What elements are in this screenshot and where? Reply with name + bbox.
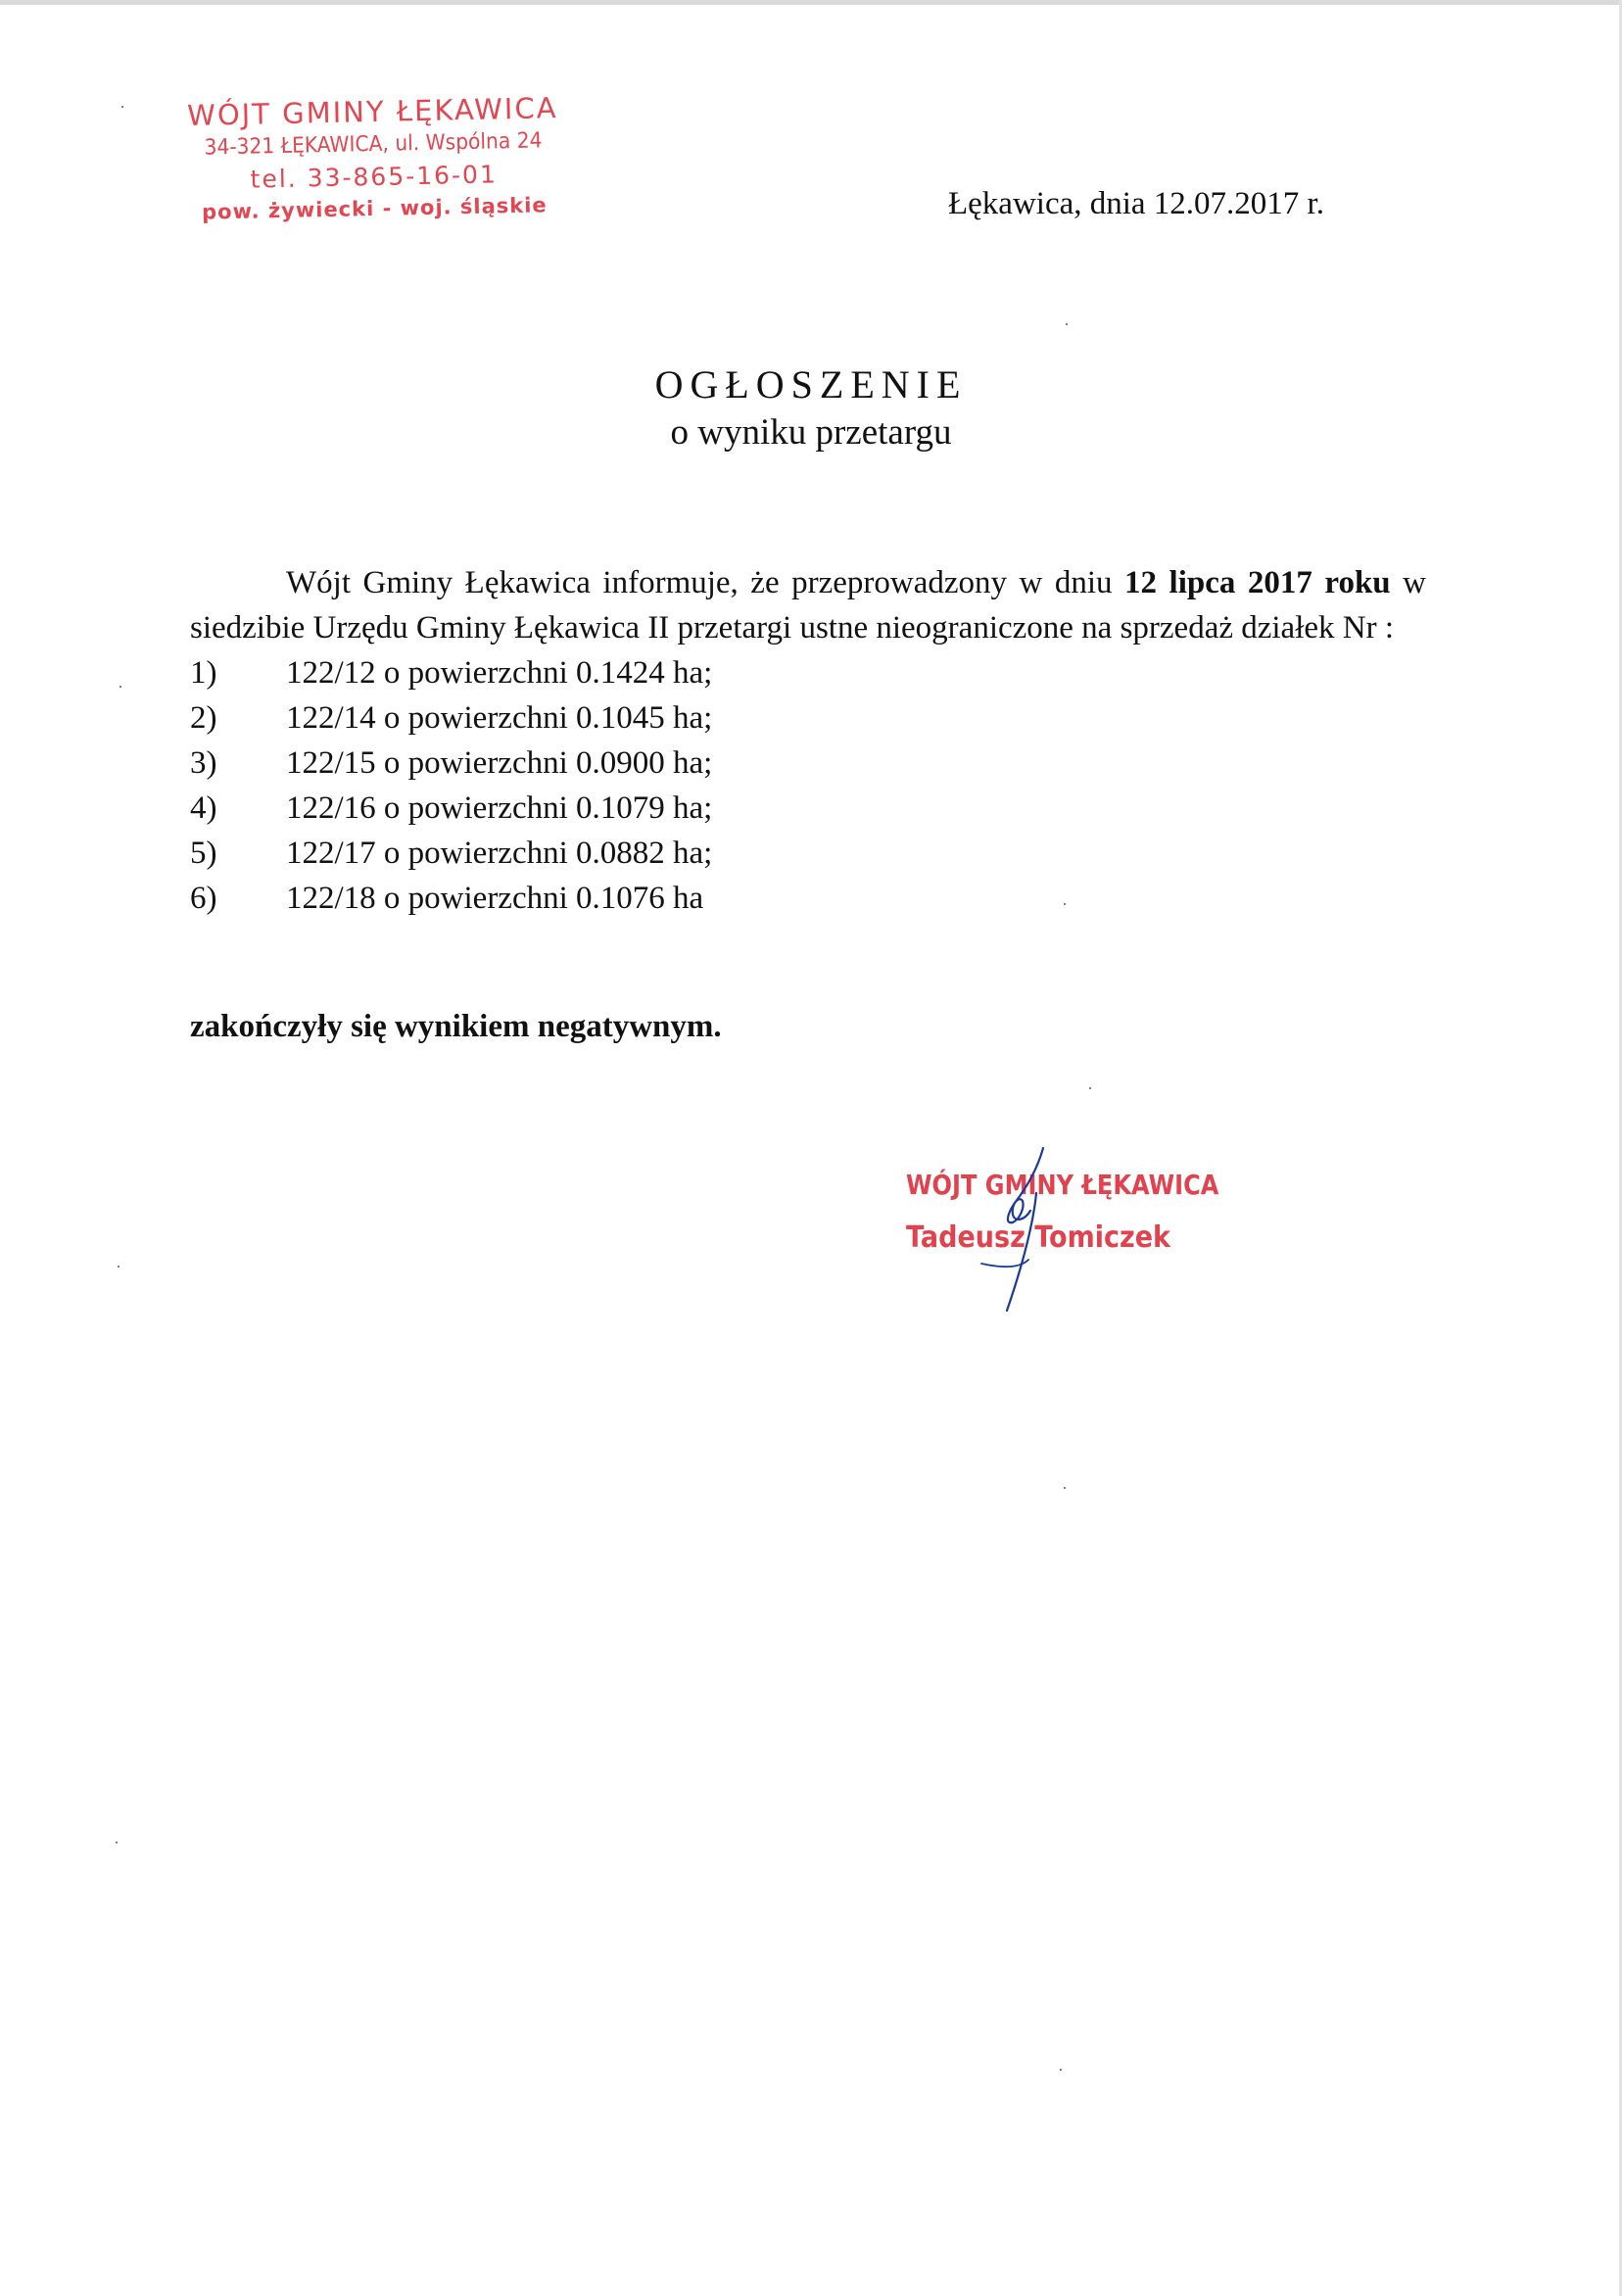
plot-description: 122/18 o powierzchni 0.1076 ha [286,881,704,916]
stamp-phone: tel. 33-865-16-01 [250,160,499,194]
plot-number: 6) [190,881,217,916]
scan-speck [1066,323,1068,325]
intro-paragraph [190,560,1426,650]
document-title: OGŁOSZENIE [654,362,968,407]
stamp-address: 34-321 ŁĘKAWICA, ul. Wspólna 24 [204,128,543,161]
list-item [190,786,1426,831]
signature-stamp-name: Tadeusz Tomiczek [906,1220,1170,1255]
plot-number: 5) [190,836,217,871]
announcement-heading [615,360,1007,456]
scan-speck [116,1842,118,1843]
plot-number: 1) [190,655,217,691]
intro-part2: w siedzibie Urzędu Gminy Łękawica II przetargi ustne nieograniczone na sprzedaż działek Nr : [190,565,1426,646]
plot-number: 3) [190,745,217,781]
auction-date: 12 lipca 2017 roku [1124,565,1391,600]
plot-description: 122/16 o powierzchni 0.1079 ha; [286,790,713,826]
plot-description: 122/14 o powierzchni 0.1045 ha; [286,700,713,736]
scan-speck [1064,1487,1066,1489]
plot-description: 122/15 o powierzchni 0.0900 ha; [286,745,713,781]
plot-list [190,650,1426,921]
handwritten-signature [979,1146,1097,1322]
document-subtitle: o wyniku przetargu [670,412,952,453]
list-item [190,831,1426,876]
list-item [190,741,1426,786]
office-stamp [186,90,561,227]
plot-description: 122/12 o powierzchni 0.1424 ha; [286,655,713,691]
scan-edge-top [0,0,1622,5]
plot-number: 2) [190,700,217,736]
place-and-date: Łękawica, dnia 12.07.2017 r. [948,186,1324,221]
scan-speck [119,686,121,688]
plot-number: 4) [190,790,217,826]
scan-speck [121,106,123,108]
stamp-office-name: WÓJT GMINY ŁĘKAWICA [186,91,558,132]
list-item [190,650,1426,695]
stamp-region: pow. żywiecki - woj. śląskie [201,193,548,224]
list-item [190,876,1426,921]
announcement-body [190,560,1426,921]
scan-speck [1060,2069,1062,2071]
list-item [190,695,1426,741]
signature-stamp-title: WÓJT GMINY ŁĘKAWICA [906,1169,1219,1201]
intro-part1: Wójt Gminy Łękawica informuje, że przeprowadzony w dniu [286,565,1125,600]
scan-speck [118,1266,119,1268]
conclusion-text: zakończyły się wynikiem negatywnym. [190,1009,722,1044]
plot-description: 122/17 o powierzchni 0.0882 ha; [286,836,713,871]
scan-speck [1089,1087,1091,1089]
